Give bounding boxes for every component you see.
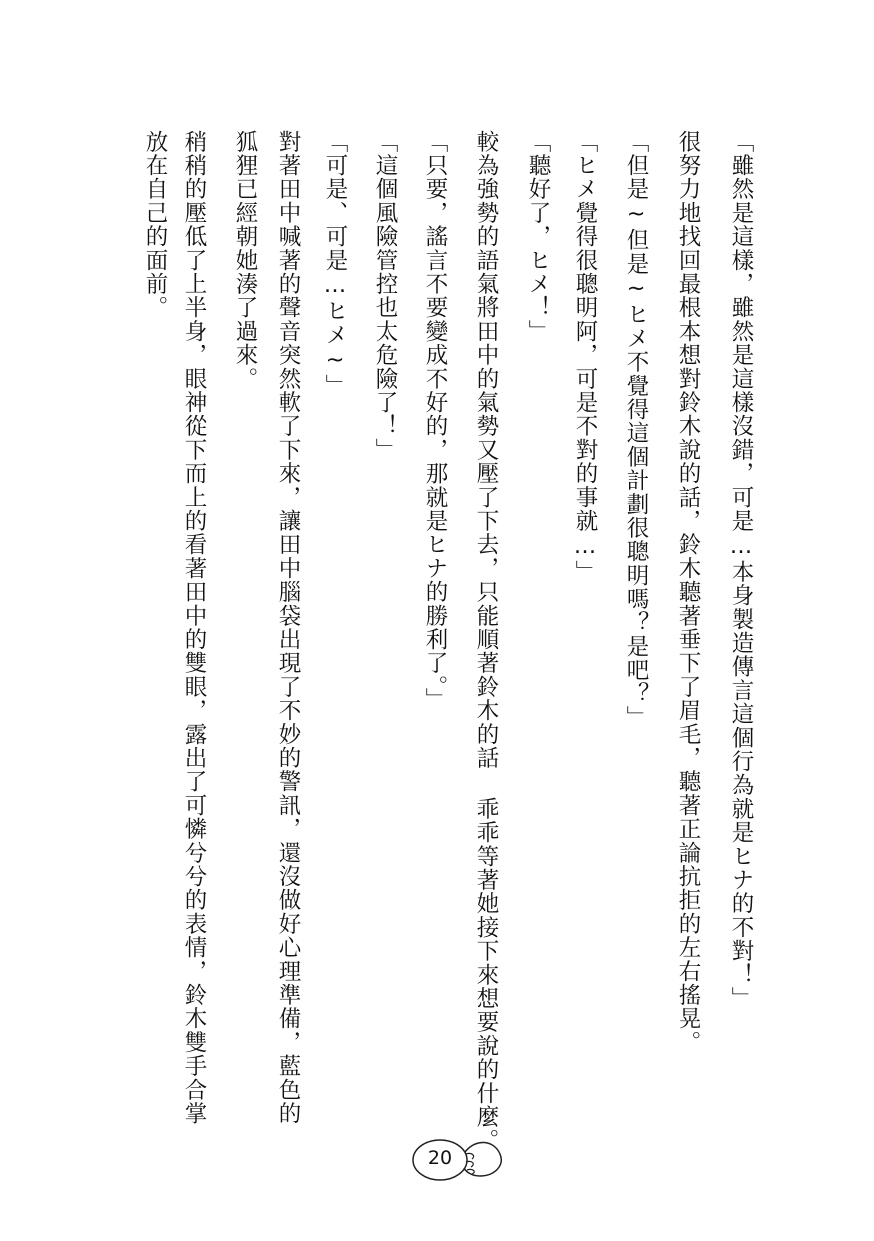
text-column-11: 狐狸已經朝她湊了過來。	[232, 130, 258, 391]
text-column-8: 「這個風險管控也太危險了！」	[372, 130, 398, 462]
text-column-13: 放在自己的面前。	[142, 130, 168, 320]
text-column-7: 「只要，謠言不要變成不好的，那就是ヒナ的勝利了。」	[422, 130, 448, 712]
text-column-9: 「可是、可是…ヒメ~」	[322, 130, 348, 398]
text-column-4: 「ヒメ覺得很聰明阿，可是不對的事就…」	[572, 130, 598, 584]
text-column-6: 較為強勢的語氣將田中的氣勢又壓了下去，只能順著鈴木的話 乖乖等著她接下來想要說的什麼。	[473, 130, 499, 1153]
page-number: 20	[427, 1147, 453, 1169]
text-column-5: 「聽好了，ヒメ！」	[525, 130, 551, 344]
text-column-2: 很努力地找回最根本想對鈴木說的話，鈴木聽著垂下了眉毛，聽著正論抗拒的左右搖晃。	[675, 130, 701, 1055]
text-column-12: 稍稍的壓低了上半身，眼神從下而上的看著田中的雙眼，露出了可憐兮兮的表情，鈴木雙手合掌	[181, 130, 207, 1126]
text-column-1: 「雖然是這樣，雖然是這樣沒錯，可是…本身製造傳言這個行為就是ヒナ的不對！」	[728, 130, 754, 1011]
text-column-10: 對著田中喊著的聲音突然軟了下來，讓田中腦袋出現了不妙的警訊，還沒做好心理準備，藍色的	[275, 130, 301, 1126]
text-column-3: 「但是~但是~ヒメ不覺得這個計劃很聰明嗎？是吧？」	[623, 130, 649, 730]
page-number-badge	[410, 1132, 510, 1192]
